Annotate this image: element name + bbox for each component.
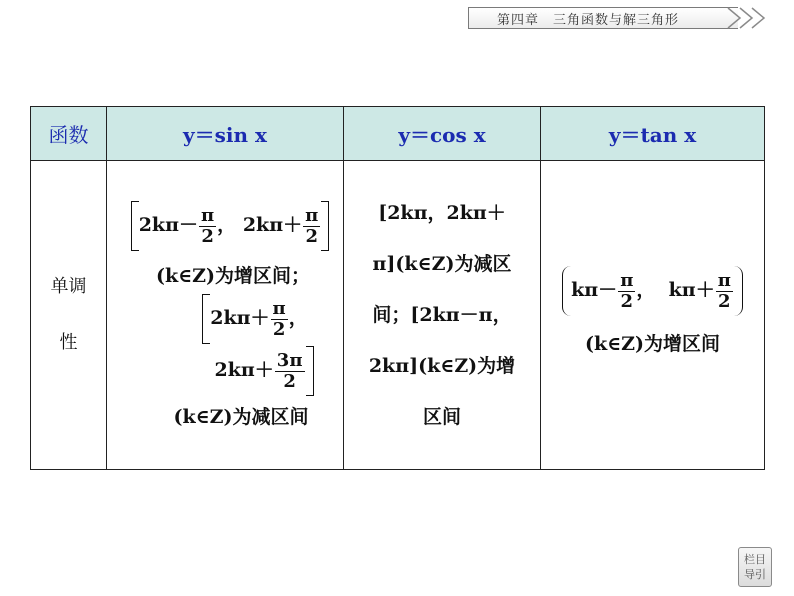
cos-line-5: 区间: [422, 405, 461, 428]
sin-monotonicity-cell: [107, 161, 344, 470]
header-sin: y＝sin x: [107, 107, 344, 161]
sin-int1-sep: ，: [217, 214, 237, 236]
header-cos: y＝cos x: [344, 107, 541, 161]
sin-decreasing-text: (k∈Z)为减区间: [173, 406, 309, 428]
header-function: 函数: [31, 107, 107, 161]
tan-int-right: kπ＋: [668, 279, 715, 301]
nav-label-line-2: 导引: [744, 568, 766, 581]
sin-increasing-text: [123, 261, 343, 288]
tan-increasing-interval: [541, 266, 764, 316]
cos-monotonicity-cell: [344, 161, 541, 470]
sin-inc-text: (k∈Z)为增区间；: [155, 265, 311, 287]
fraction-pi-over-2: $\frac{\pi}{2}$: [200, 204, 215, 247]
sin-int2-left: 2kπ＋: [210, 307, 270, 329]
chevron-right-icon: [724, 6, 766, 30]
trig-monotonicity-table: [30, 106, 765, 470]
sin-int1-right: 2kπ＋: [242, 214, 303, 236]
tan-int-left: kπ－: [571, 279, 618, 301]
cos-line-4: 2kπ](k∈Z)为增: [368, 354, 516, 377]
chapter-number: 第四章: [497, 12, 540, 28]
cos-line-1: [2kπ，2kπ＋: [378, 201, 506, 224]
cos-line-3: 间；[2kπ－π，: [372, 303, 512, 326]
chapter-title: 三角函数与解三角形: [553, 12, 680, 28]
fraction-pi-over-2: $\frac{\pi}{2}$: [717, 269, 731, 312]
chapter-title-box: [468, 7, 738, 29]
fraction-pi-over-2: $\frac{\pi}{2}$: [620, 269, 634, 312]
table-header-row: [31, 107, 765, 161]
sin-int2-right: 2kπ＋: [214, 359, 274, 381]
fraction-pi-over-2: $\frac{\pi}{2}$: [272, 297, 286, 340]
tan-monotonicity-cell: [541, 161, 765, 470]
tan-int-sep: ，: [636, 279, 656, 301]
row-label-monotonicity: [31, 161, 107, 470]
nav-label-line-1: 栏目: [744, 553, 766, 566]
header-tan: y＝tan x: [541, 107, 765, 161]
cos-line-2: π](k∈Z)为减区: [372, 252, 512, 275]
row-label-line-2: 性: [59, 332, 78, 353]
tan-increasing-text: (k∈Z)为增区间: [584, 333, 721, 355]
monotonicity-row: [31, 161, 765, 470]
sin-increasing-interval: [117, 201, 343, 251]
sin-int1-left: 2kπ－: [138, 214, 198, 236]
sin-decreasing-interval-part1: [117, 294, 343, 344]
sin-decreasing-interval-part2: [117, 346, 343, 396]
fraction-pi-over-2: $\frac{\pi}{2}$: [305, 204, 319, 247]
section-guide-button[interactable]: [738, 547, 772, 587]
row-label-line-1: 单调: [50, 276, 87, 297]
chapter-banner: [468, 6, 768, 30]
fraction-3pi-over-2: $\frac{3\pi}{2}$: [276, 349, 303, 392]
sin-int2-comma: ，: [288, 307, 308, 329]
